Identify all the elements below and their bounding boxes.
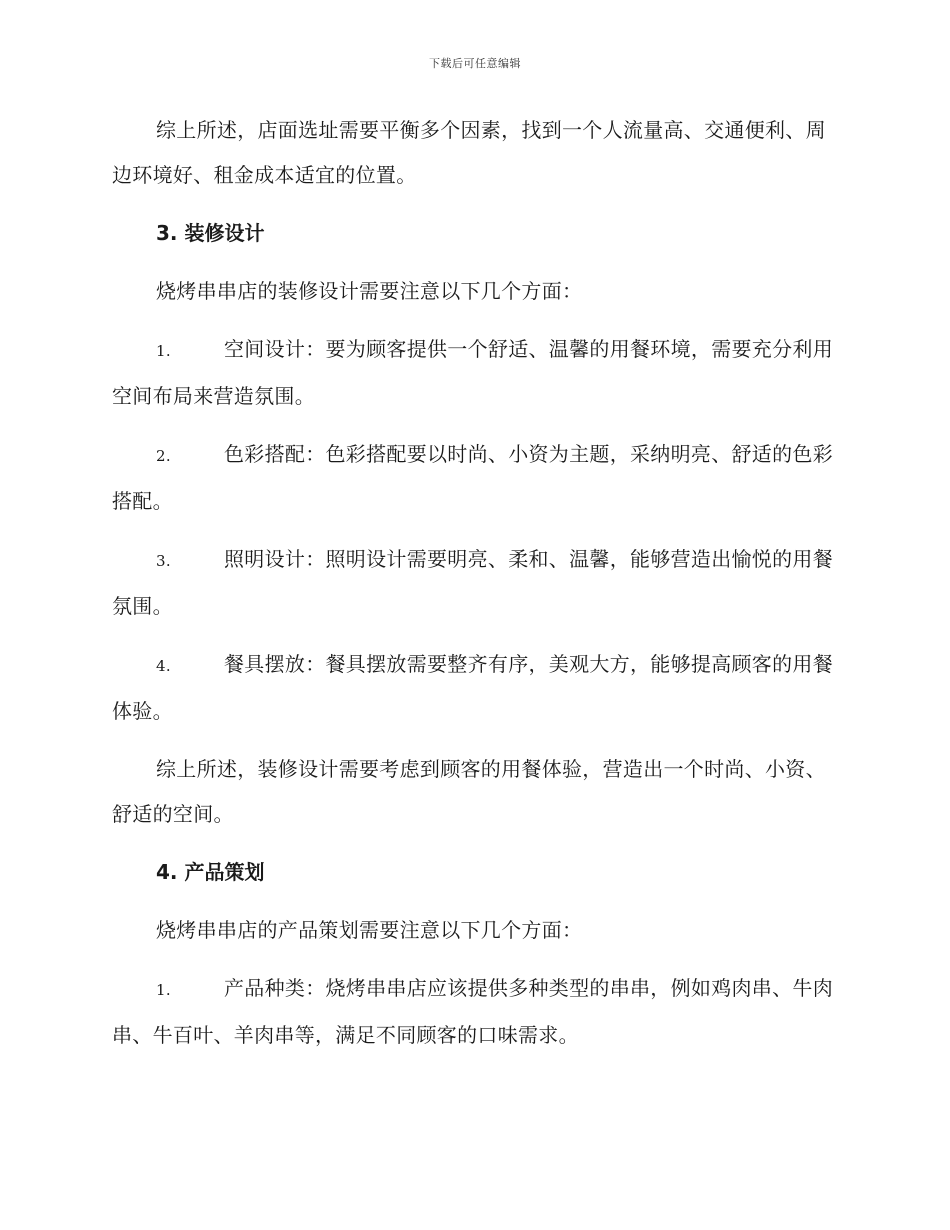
paragraph-renovation-intro: 烧烤串串店的装修设计需要注意以下几个方面： bbox=[156, 279, 583, 303]
list-number: 2. bbox=[156, 447, 171, 465]
list-item-space-design bbox=[112, 327, 834, 419]
header-note: 下载后可任意编辑 bbox=[429, 57, 521, 70]
list-number: 3. bbox=[156, 552, 171, 570]
list-item-text: 色彩搭配：色彩搭配要以时尚、小资为主题，采纳明亮、舒适的色彩搭配。 bbox=[112, 442, 833, 513]
list-item-text: 产品种类：烧烤串串店应该提供多种类型的串串，例如鸡肉串、牛肉串、牛百叶、羊肉串等，满足不同顾客的口味需求。 bbox=[112, 976, 833, 1047]
paragraph-summary-renovation: 综上所述，装修设计需要考虑到顾客的用餐体验，营造出一个时尚、小资、舒适的空间。 bbox=[112, 757, 826, 826]
list-number: 1. bbox=[156, 981, 171, 999]
list-item-tableware bbox=[112, 642, 834, 734]
paragraph-summary-location: 综上所述，店面选址需要平衡多个因素，找到一个人流量高、交通便利、周边环境好、租金成本适宜的位置。 bbox=[112, 118, 826, 187]
list-item-text: 餐具摆放：餐具摆放需要整齐有序，美观大方，能够提高顾客的用餐体验。 bbox=[112, 652, 833, 723]
list-item-text: 照明设计：照明设计需要明亮、柔和、温馨，能够营造出愉悦的用餐氛围。 bbox=[112, 547, 833, 618]
list-item-color-matching bbox=[112, 432, 834, 524]
paragraph-product-intro: 烧烤串串店的产品策划需要注意以下几个方面： bbox=[156, 918, 583, 942]
section-heading-product: 4. 产品策划 bbox=[156, 860, 265, 884]
list-number: 1. bbox=[156, 342, 171, 360]
section-heading-renovation: 3. 装修设计 bbox=[156, 221, 265, 245]
list-item-lighting-design bbox=[112, 537, 834, 629]
list-item-product-types bbox=[112, 966, 834, 1058]
list-item-text: 空间设计：要为顾客提供一个舒适、温馨的用餐环境，需要充分利用空间布局来营造氛围。 bbox=[112, 337, 833, 408]
list-number: 4. bbox=[156, 657, 171, 675]
document-content bbox=[112, 108, 834, 1071]
